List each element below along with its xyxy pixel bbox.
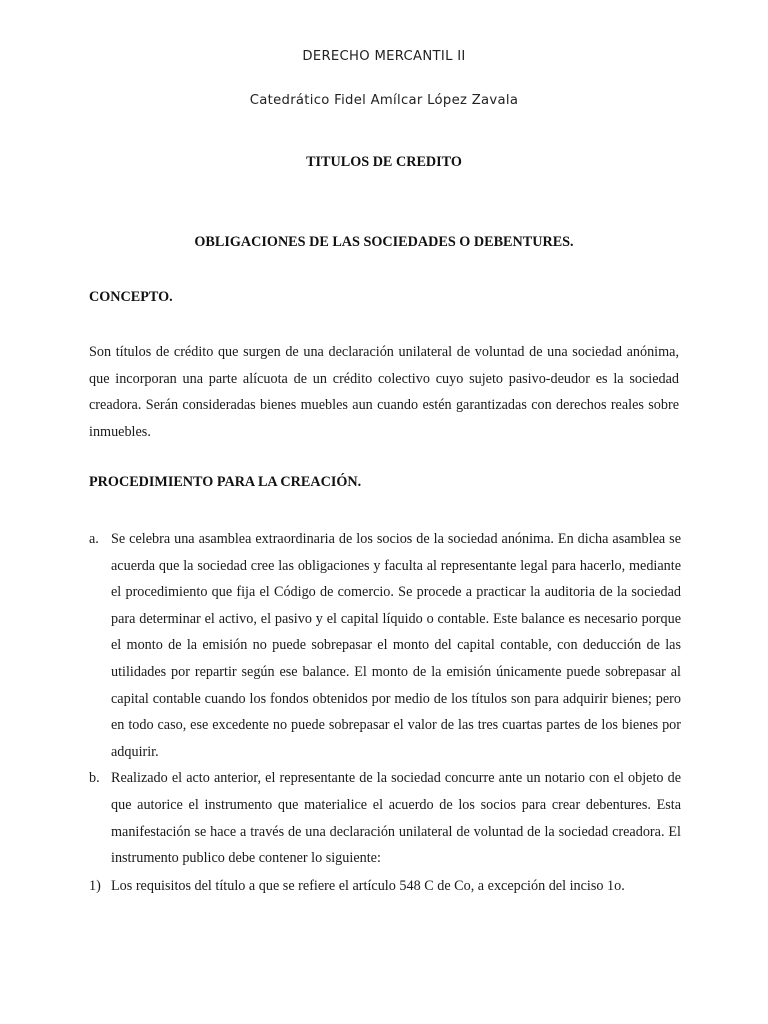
document-title: TITULOS DE CREDITO bbox=[306, 154, 462, 170]
concept-paragraph: Son títulos de crédito que surgen de una declaración unilateral de voluntad de una sociedad anónima, que incorporan una parte alícuota de un crédito colectivo cuyo sujeto pasivo-deudor es la sociedad creadora. Serán consideradas bienes muebles aun cuando estén garantizadas con derechos reales sobre inmuebles. bbox=[89, 344, 679, 440]
concept-heading: CONCEPTO. bbox=[89, 289, 173, 305]
list-item-text: Los requisitos del título a que se refiere el artículo 548 C de Co, a excepción del inciso 1o. bbox=[111, 878, 625, 894]
procedure-heading: PROCEDIMIENTO PARA LA CREACIÓN. bbox=[89, 474, 362, 490]
list-item bbox=[89, 765, 681, 871]
document-subtitle: OBLIGACIONES DE LAS SOCIEDADES O DEBENTURES. bbox=[194, 234, 574, 250]
list-item-text: Se celebra una asamblea extraordinaria de los socios de la sociedad anónima. En dicha asamblea se acuerda que la sociedad cree las obligaciones y faculta al representante legal para hacerlo, mediante el procedimiento que fija el Código de comercio. Se procede a practicar la auditoria de la sociedad para determinar el activo, el pasivo y el capital líquido o contable. Este balance es necesario porque el monto de la emisión no puede sobrepasar el monto del capital contable, con deducción de las utilidades por repartir según ese balance. El monto de la emisión únicamente puede sobrepasar al capital contable cuando los fondos obtenidos por medio de los títulos son para adquirir bienes; pero en todo caso, ese excedente no puede sobrepasar el valor de las tres cuartas partes de los bienes por adquirir. bbox=[111, 531, 681, 760]
course-header: DERECHO MERCANTIL II bbox=[302, 49, 466, 64]
list-item-text: Realizado el acto anterior, el representante de la sociedad concurre ante un notario con el objeto de que autorice el instrumento que materialice el acuerdo de los socios para crear debentures. Esta manifestación se hace a través de una declaración unilateral de voluntad de la sociedad creadora. El instrumento publico debe contener lo siguiente: bbox=[111, 770, 681, 867]
procedure-list bbox=[89, 526, 681, 872]
numbered-list-item bbox=[89, 873, 689, 900]
list-marker: 1) bbox=[89, 878, 101, 894]
professor-header: Catedrático Fidel Amílcar López Zavala bbox=[249, 93, 519, 108]
list-marker: b. bbox=[89, 770, 100, 787]
list-item bbox=[89, 526, 681, 765]
list-marker: a. bbox=[89, 531, 99, 547]
